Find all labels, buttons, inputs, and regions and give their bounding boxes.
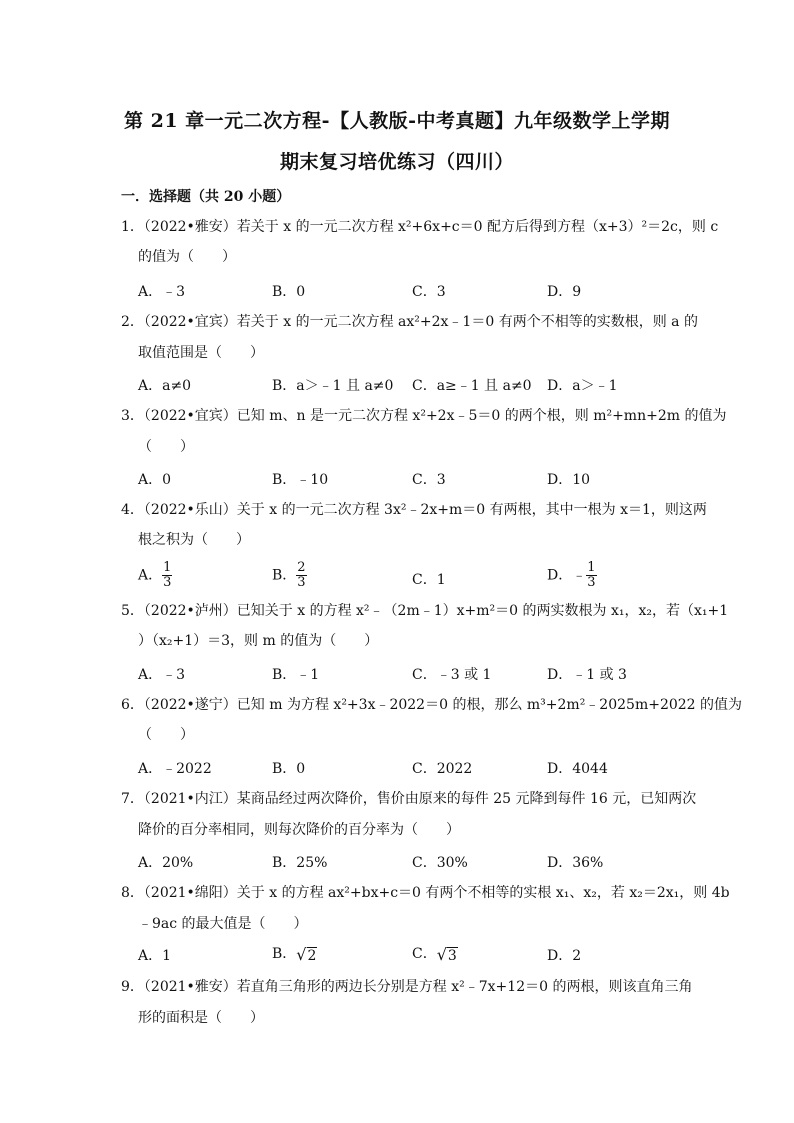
option-d: D．4044: [547, 761, 608, 777]
option-c: C．3: [412, 284, 446, 300]
question-8-line-2: ﹣9ac 的最大值是（ ）: [138, 916, 308, 932]
option-b: B．25%: [272, 855, 328, 871]
option-c: C．√3: [412, 944, 457, 964]
option-c: C．a≥﹣1 且 a≠0: [412, 378, 532, 394]
option-b: B． $\frac{2}{3}$: [272, 560, 306, 590]
option-b: B．0: [272, 284, 306, 300]
question-3-line-1: 3．（2022•宜宾）已知 m、n 是一元二次方程 x²+2x﹣5＝0 的两个根，则 m²+mn+2m 的值为: [121, 408, 727, 424]
option-b: B．0: [272, 761, 306, 777]
option-d: D．﹣ $\frac{1}{3}$: [547, 560, 596, 590]
option-a: A．20%: [138, 855, 194, 871]
question-3-line-2: （ ）: [138, 439, 194, 455]
option-a: A．﹣3: [138, 667, 186, 683]
option-d: D．2: [547, 948, 582, 964]
question-7-line-1: 7．（2021•内江）某商品经过两次降价，售价由原来的每件 25 元降到每件 16 元，已知两次: [121, 791, 697, 807]
question-5-line-1: 5．（2022•泸州）已知关于 x 的方程 x²﹣（2m﹣1）x+m²＝0 的两实数根为 x₁，x₂，若（x₁+1: [121, 603, 729, 619]
option-d: D．10: [547, 472, 591, 488]
fraction: $\frac{2}{3}$: [297, 560, 306, 590]
option-d: D．9: [547, 284, 582, 300]
option-a: A．1: [138, 948, 172, 964]
option-c: C．1: [412, 572, 446, 588]
question-6-line-2: （ ）: [138, 727, 194, 743]
question-1-line-1: 1．（2022•雅安）若关于 x 的一元二次方程 x²+6x+c＝0 配方后得到方程（x+3）²＝2c，则 c: [121, 219, 719, 235]
question-7-line-2: 降价的百分率相同，则每次降价的百分率为（ ）: [138, 822, 460, 838]
option-d: D．﹣1 或 3: [547, 667, 627, 683]
document-title-line2: 期末复习培优练习（四川）: [279, 151, 514, 173]
option-d: D．a＞﹣1: [547, 378, 618, 394]
fraction: $\frac{1}{3}$: [163, 560, 172, 590]
option-b: B．a＞﹣1 且 a≠0: [272, 378, 394, 394]
option-a: A．﹣2022: [138, 761, 212, 777]
square-root: √2: [296, 944, 317, 964]
option-a: A． $\frac{1}{3}$: [138, 560, 172, 590]
option-b: B．﹣1: [272, 667, 320, 683]
question-9-line-1: 9．（2021•雅安）若直角三角形的两边长分别是方程 x²﹣7x+12＝0 的两根，则该直角三角: [121, 979, 693, 995]
fraction: $\frac{1}{3}$: [587, 560, 596, 590]
question-2-line-2: 取值范围是（ ）: [138, 345, 264, 361]
question-4-line-1: 4．（2022•乐山）关于 x 的一元二次方程 3x²﹣2x+m＝0 有两根，其中一根为 x＝1，则这两: [121, 502, 707, 518]
option-c: C．2022: [412, 761, 473, 777]
document-title-line1: 第 21 章一元二次方程-【人教版-中考真题】九年级数学上学期: [124, 110, 670, 132]
option-c: C．30%: [412, 855, 468, 871]
question-9-line-2: 形的面积是（ ）: [138, 1010, 264, 1026]
option-c: C．3: [412, 472, 446, 488]
question-4-line-2: 根之积为（ ）: [138, 532, 250, 548]
question-8-line-1: 8．（2021•绵阳）关于 x 的方程 ax²+bx+c＝0 有两个不相等的实根 x₁、x₂，若 x₂＝2x₁，则 4b: [121, 885, 730, 901]
section-heading: 一．选择题（共 20 小题）: [121, 189, 291, 205]
option-a: A．0: [138, 472, 172, 488]
question-5-line-2: ）（x₂+1）＝3，则 m 的值为（ ）: [138, 633, 379, 649]
option-b: B．﹣10: [272, 472, 329, 488]
option-c: C．﹣3 或 1: [412, 667, 492, 683]
option-b: B．√2: [272, 944, 317, 964]
option-a: A．a≠0: [138, 378, 192, 394]
option-d: D．36%: [547, 855, 604, 871]
question-2-line-1: 2．（2022•宜宾）若关于 x 的一元二次方程 ax²+2x﹣1＝0 有两个不相等的实数根，则 a 的: [121, 314, 698, 330]
square-root: √3: [436, 944, 457, 964]
question-6-line-1: 6．（2022•遂宁）已知 m 为方程 x²+3x﹣2022＝0 的根，那么 m³+2m²﹣2025m+2022 的值为: [121, 697, 743, 713]
option-a: A．﹣3: [138, 284, 186, 300]
question-1-line-2: 的值为（ ）: [138, 249, 236, 265]
